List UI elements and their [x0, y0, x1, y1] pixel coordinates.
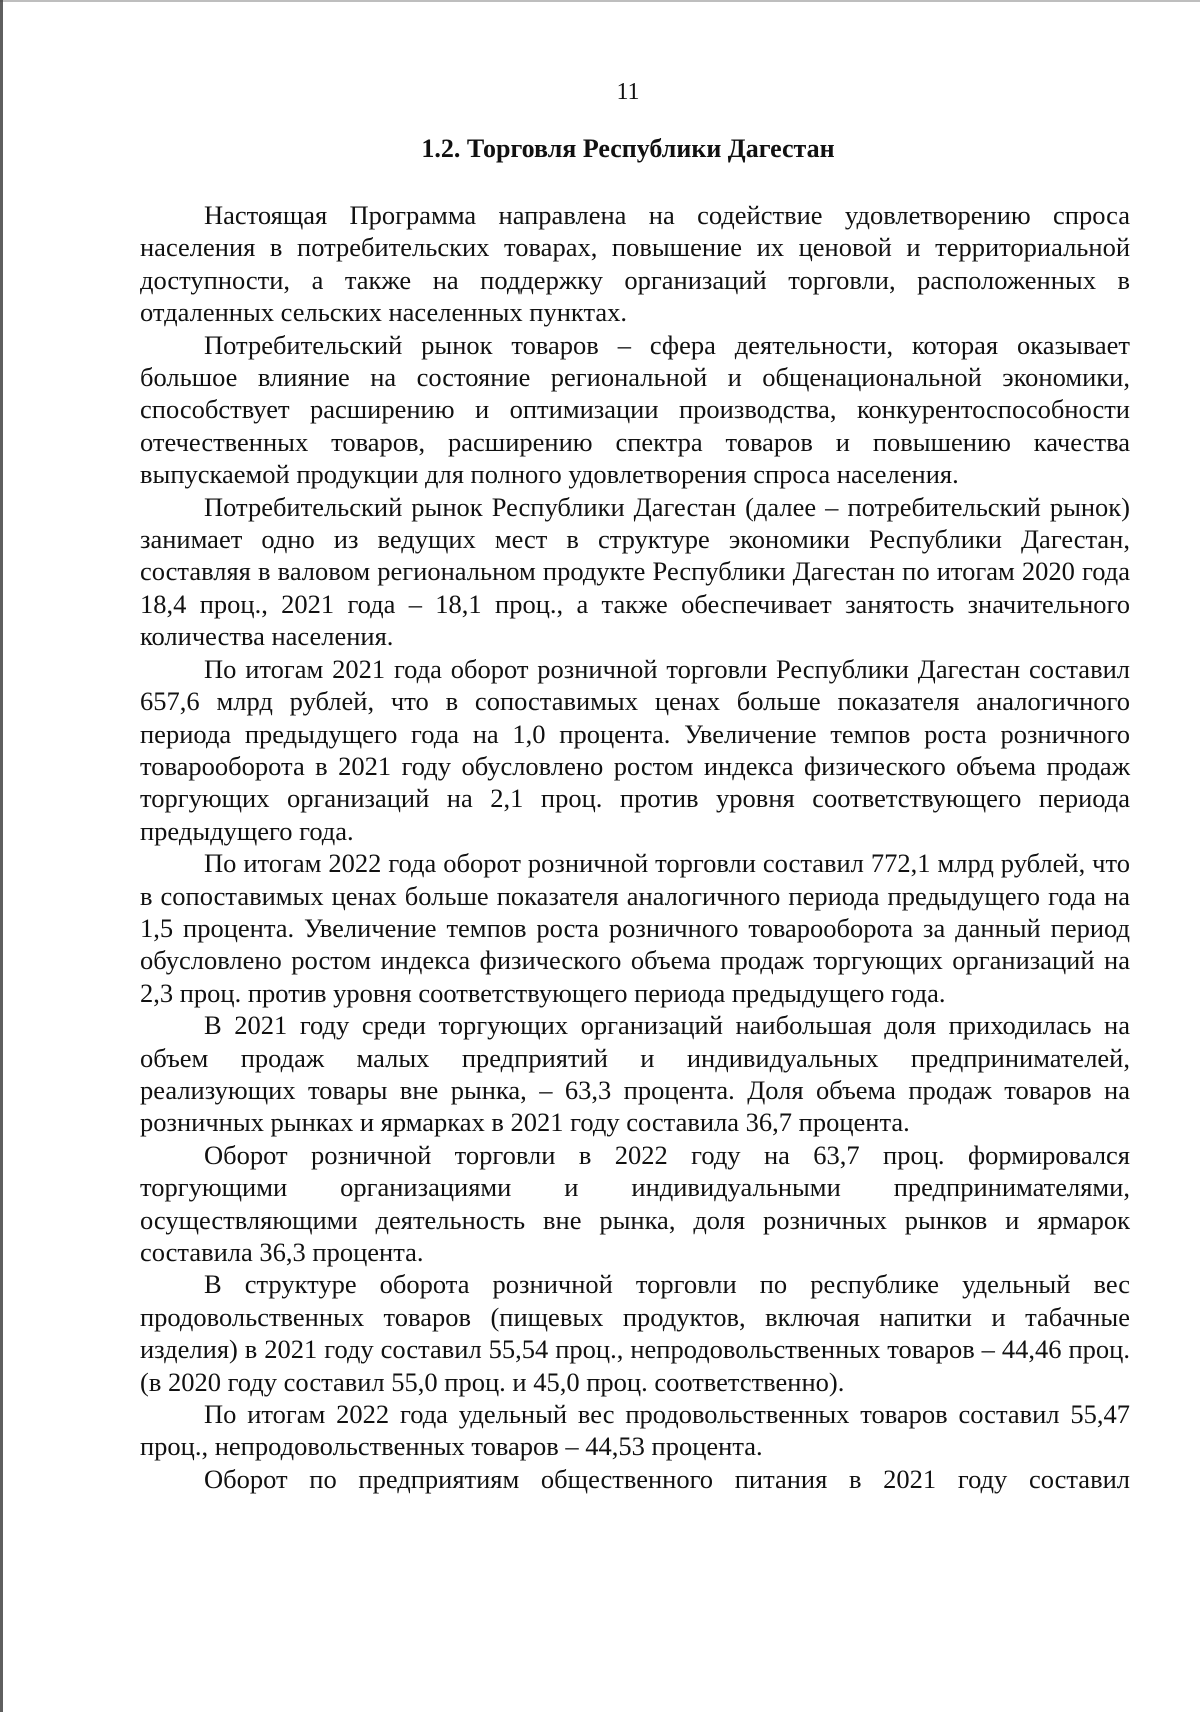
- paragraph: По итогам 2021 года оборот розничной торговли Республики Дагестан составил 657,6 млрд рублей, что в сопоставимых ценах больше показателя аналогичного периода предыдущего года на 1,0 процента. Увеличение темпов роста розничного товарооборота в 2021 году обусловлено ростом индекса физического объема продаж торгующих организаций на 2,1 проц. против уровня соответствующего периода предыдущего года.: [140, 653, 1130, 846]
- paragraph: В 2021 году среди торгующих организаций наибольшая доля приходилась на объем продаж малых предприятий и индивидуальных предпринимателей, реализующих товары вне рынка, – 63,3 процента. Доля объема продаж товаров на розничных рынках и ярмарках в 2021 году составила 36,7 процента.: [140, 1010, 1130, 1138]
- paragraph: По итогам 2022 года удельный вес продовольственных товаров составил 55,47 проц., непродовольственных товаров – 44,53 процента.: [140, 1399, 1130, 1462]
- paragraph-continued: Оборот по предприятиям общественного питания в 2021 году составил: [204, 1463, 1130, 1494]
- paragraph: По итогам 2022 года оборот розничной торговли составил 772,1 млрд рублей, что в сопоставимых ценах больше показателя аналогичного периода предыдущего года на 1,5 процента. Увеличение темпов роста розничного товарооборота за данный период обусловлено ростом индекса физического объема продаж торгующих организаций на 2,3 проц. против уровня соответствующего периода предыдущего года.: [140, 848, 1130, 1008]
- document-body: [140, 199, 1130, 1495]
- scan-top-edge: [0, 0, 1200, 2]
- section-title: 1.2. Торговля Республики Дагестан: [421, 134, 835, 163]
- paragraph: Оборот розничной торговли в 2022 году на 63,7 проц. формировался торгующими организациями и индивидуальными предпринимателями, осуществляющими деятельность вне рынка, доля розничных рынков и ярмарок составила 36,3 процента.: [140, 1139, 1130, 1267]
- scan-left-edge: [0, 0, 3, 1712]
- paragraph: Настоящая Программа направлена на содействие удовлетворению спроса населения в потребительских товарах, повышение их ценовой и территориальной доступности, а также на поддержку организаций торговли, расположенных в отдаленных сельских населенных пунктах.: [140, 200, 1130, 328]
- paragraph: Потребительский рынок Республики Дагестан (далее – потребительский рынок) занимает одно из ведущих мест в структуре экономики Республики Дагестан, составляя в валовом региональном продукте Республики Дагестан по итогам 2020 года 18,4 проц., 2021 года – 18,1 проц., а также обеспечивает занятость значительного количества населения.: [140, 491, 1130, 652]
- paragraph: В структуре оборота розничной торговли по республике удельный вес продовольственных товаров (пищевых продуктов, включая напитки и табачные изделия) в 2021 году составил 55,54 проц., непродовольственных товаров – 44,46 проц. (в 2020 году составил 55,0 проц. и 45,0 проц. соответственно).: [140, 1269, 1130, 1397]
- page-number: 11: [616, 79, 640, 105]
- paragraph: Потребительский рынок товаров – сфера деятельности, которая оказывает большое влияние на состояние региональной и общенациональной экономики, способствует расширению и оптимизации производства, конкурентоспособности отечественных товаров, расширению спектра товаров и повышению качества выпускаемой продукции для полного удовлетворения спроса населения.: [140, 329, 1130, 490]
